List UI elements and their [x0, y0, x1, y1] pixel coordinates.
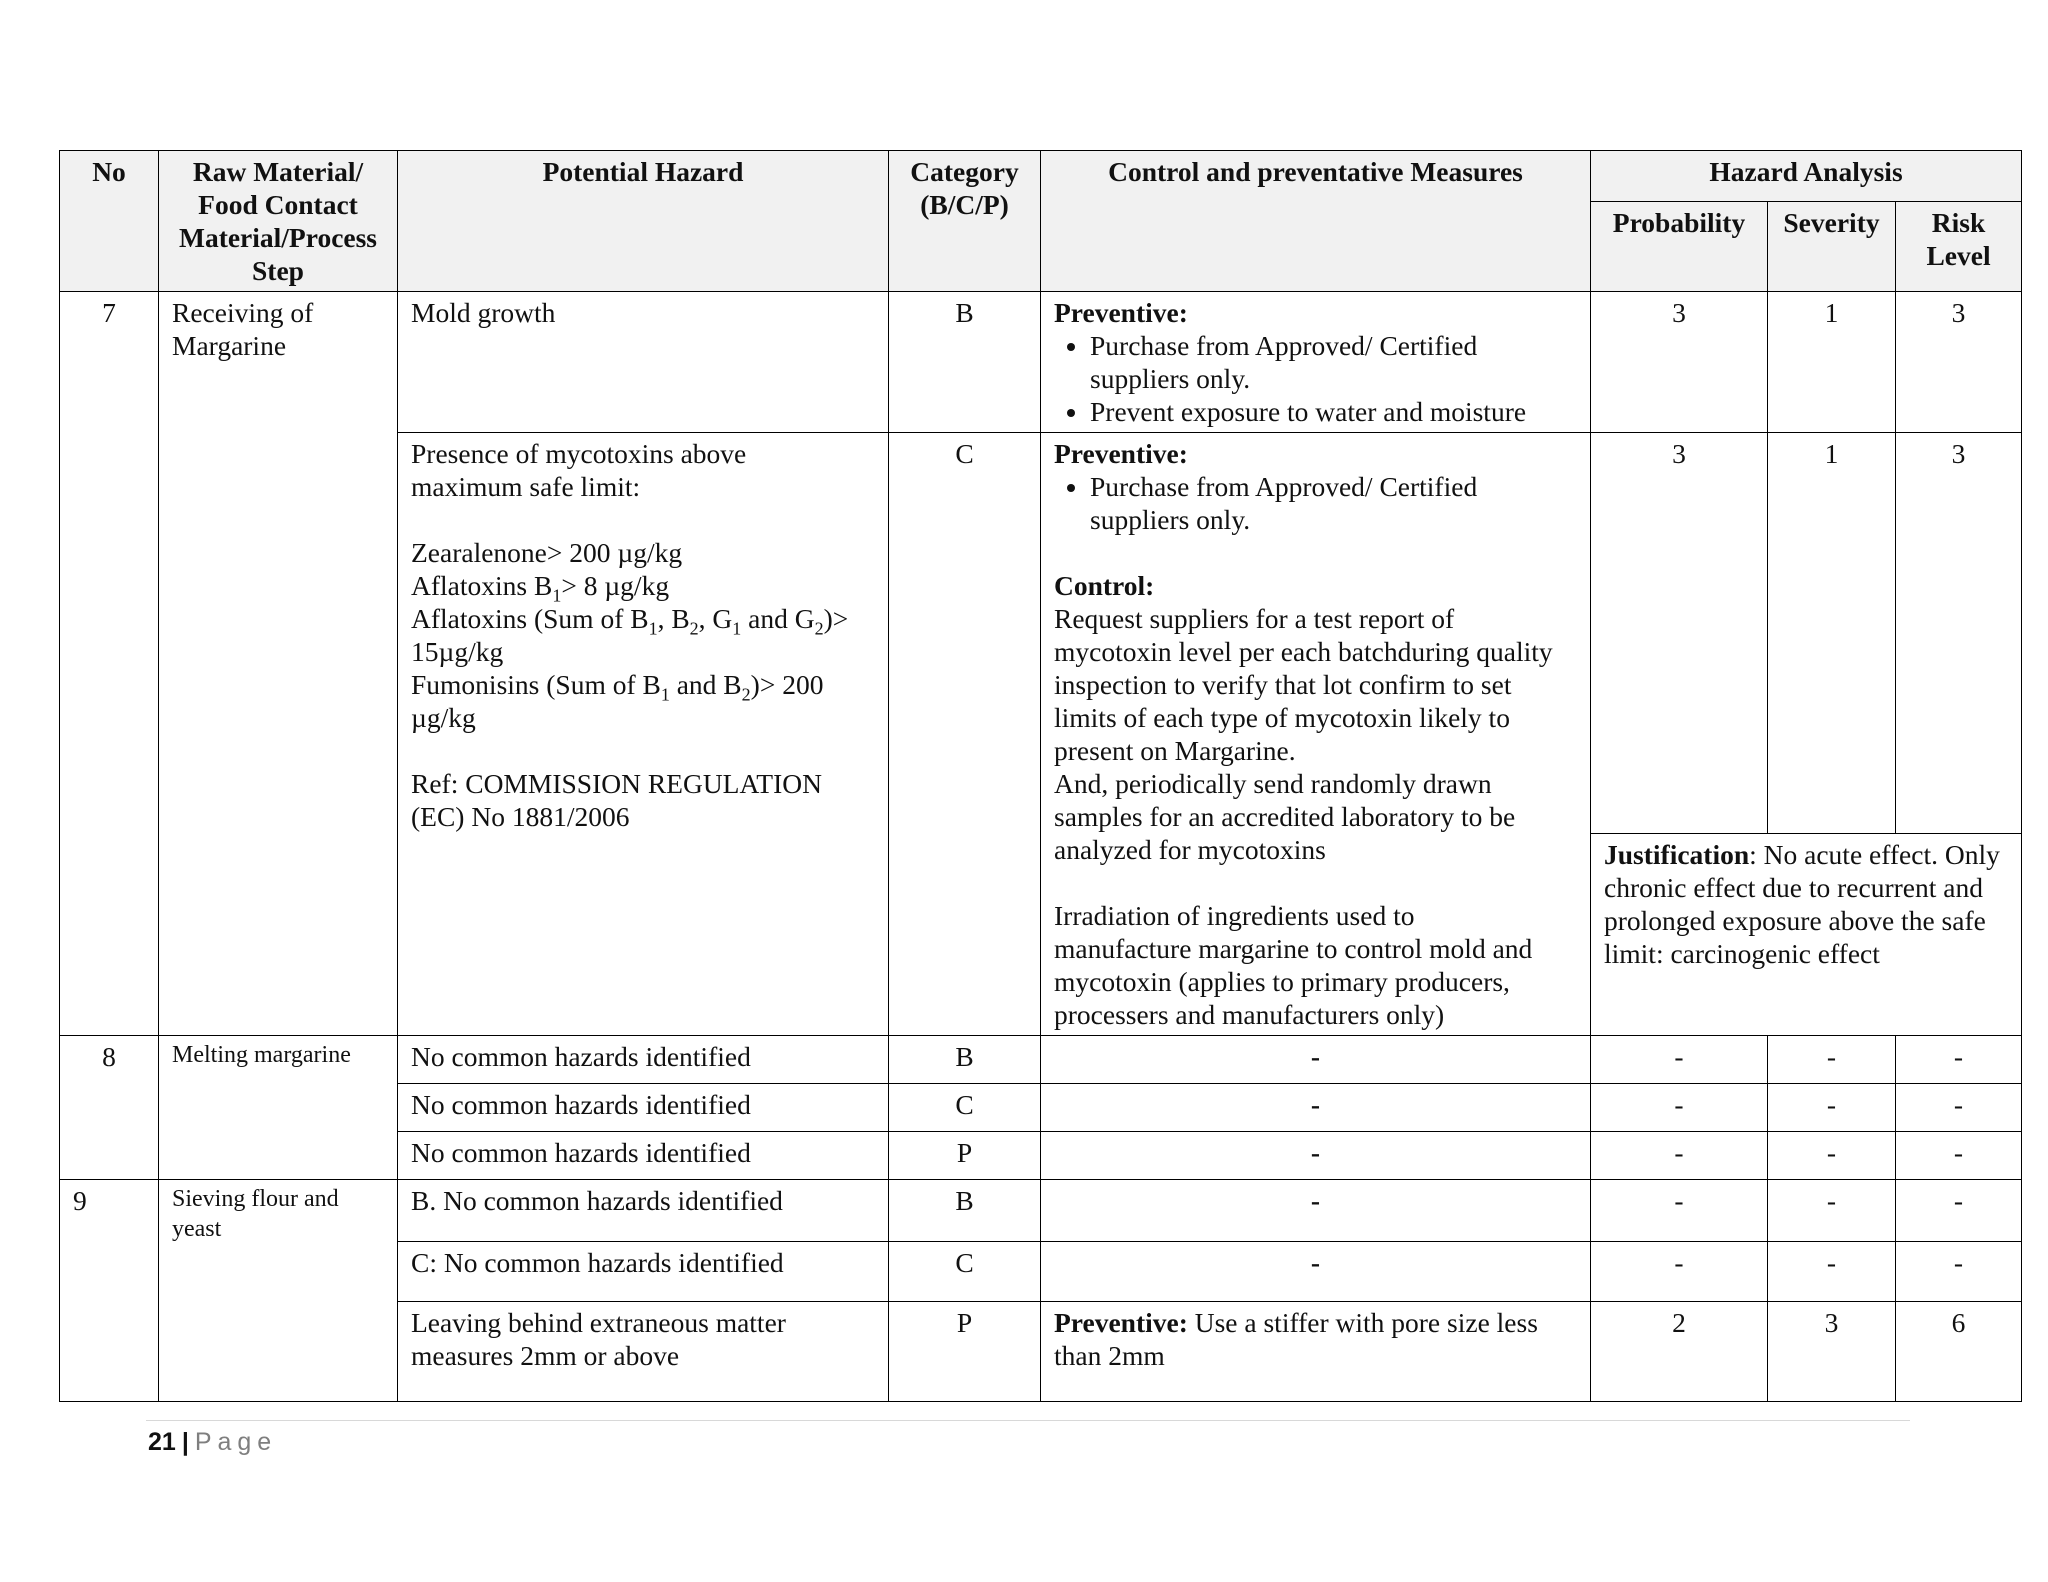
- severity-cell: -: [1768, 1084, 1896, 1132]
- severity-cell: -: [1768, 1132, 1896, 1180]
- list-item: • Purchase from Approved/ Certified suppliers only.: [1090, 470, 1577, 536]
- page-number: 21: [148, 1428, 176, 1456]
- preventive-list: [1054, 329, 1577, 428]
- category-cell: B: [889, 1036, 1041, 1084]
- control-cell: Preventive: Use a stiffer with pore size less than 2mm: [1041, 1302, 1591, 1402]
- risk-cell: 3: [1896, 433, 2022, 834]
- control-cell: -: [1041, 1132, 1591, 1180]
- probability-cell: 3: [1591, 433, 1768, 834]
- hazard-analysis-table: [59, 150, 2022, 1402]
- control-cell: -: [1041, 1036, 1591, 1084]
- preventive-label: Preventive:: [1054, 1307, 1188, 1338]
- probability-cell: -: [1591, 1242, 1768, 1302]
- hazard-cell: Leaving behind extraneous matter measures 2mm or above: [398, 1302, 889, 1402]
- page-label: Page: [194, 1428, 278, 1456]
- header-hazard-analysis: Hazard Analysis: [1591, 151, 2022, 202]
- severity-cell: -: [1768, 1180, 1896, 1242]
- header-probability: Probability: [1591, 201, 1768, 291]
- hazard-cell: Mold growth: [398, 292, 889, 433]
- header-raw-material: Raw Material/ Food Contact Material/Process Step: [159, 151, 398, 292]
- probability-cell: 2: [1591, 1302, 1768, 1402]
- footer-separator: |: [181, 1428, 189, 1456]
- category-cell: B: [889, 1180, 1041, 1242]
- control-cell: [1041, 292, 1591, 433]
- header-potential-hazard: Potential Hazard: [398, 151, 889, 292]
- severity-cell: 3: [1768, 1302, 1896, 1402]
- list-item: • Purchase from Approved/ Certified suppliers only.: [1090, 329, 1577, 395]
- row-number: 8: [60, 1036, 159, 1180]
- risk-cell: -: [1896, 1180, 2022, 1242]
- hazard-cell: No common hazards identified: [398, 1084, 889, 1132]
- header-category: Category (B/C/P): [889, 151, 1041, 292]
- control-cell: -: [1041, 1084, 1591, 1132]
- category-cell: C: [889, 1242, 1041, 1302]
- category-cell: B: [889, 292, 1041, 433]
- preventive-label: Preventive:: [1054, 438, 1188, 469]
- control-cell: Preventive: • Purchase from Approved/ Certified suppliers only. Control: Request suppliers for a test report of mycotoxin level per each batchduring quality inspection to verify that lot confirm to set limits of each type of mycotoxin likely to present on Margarine. And, periodically send randomly drawn samples for an accredited laboratory to be analyzed for mycotoxins Irradiation of ingredients used to manufacture margarine to control mold and mycotoxin (applies to primary producers, processers and manufacturers only): [1041, 433, 1591, 1036]
- risk-cell: -: [1896, 1132, 2022, 1180]
- severity-cell: -: [1768, 1036, 1896, 1084]
- risk-cell: -: [1896, 1242, 2022, 1302]
- probability-cell: -: [1591, 1084, 1768, 1132]
- risk-cell: 3: [1896, 292, 2022, 433]
- control-cell: -: [1041, 1180, 1591, 1242]
- category-cell: P: [889, 1132, 1041, 1180]
- row-material: Receiving of Margarine: [159, 292, 398, 1036]
- header-severity: Severity: [1768, 201, 1896, 291]
- hazard-cell: Presence of mycotoxins above maximum safe limit: Zearalenone> 200 µg/kg Aflatoxins $B_1> 8$ µg/kg Aflatoxins (Sum of $B_1$, $B_2$, $G_1$ and $G_2)>$ 15µg/kg Fumonisins (Sum of $B_1$ and $B_2)> 200$ µg/kg Ref: COMMISSION REGULATION (EC) No 1881/2006: [398, 433, 889, 1036]
- probability-cell: -: [1591, 1180, 1768, 1242]
- footer-divider: [146, 1420, 1910, 1421]
- preventive-list: [1054, 470, 1577, 536]
- control-cell: -: [1041, 1242, 1591, 1302]
- risk-cell: -: [1896, 1084, 2022, 1132]
- table-row: [60, 1180, 2022, 1242]
- table-row: [60, 1036, 2022, 1084]
- hazard-cell: B. No common hazards identified: [398, 1180, 889, 1242]
- justification-cell: Justification: No acute effect. Only chronic effect due to recurrent and prolonged exposure above the safe limit: carcinogenic effect: [1591, 833, 2022, 1035]
- probability-cell: 3: [1591, 292, 1768, 433]
- row-material: Melting margarine: [159, 1036, 398, 1180]
- severity-cell: -: [1768, 1242, 1896, 1302]
- header-row: [60, 151, 2022, 202]
- category-cell: P: [889, 1302, 1041, 1402]
- header-control-measures: Control and preventative Measures: [1041, 151, 1591, 292]
- risk-cell: -: [1896, 1036, 2022, 1084]
- header-no: No: [60, 151, 159, 292]
- row-number: 9: [60, 1180, 159, 1402]
- header-risk-level: Risk Level: [1896, 201, 2022, 291]
- probability-cell: -: [1591, 1036, 1768, 1084]
- category-cell: C: [889, 433, 1041, 1036]
- severity-cell: 1: [1768, 433, 1896, 834]
- risk-cell: 6: [1896, 1302, 2022, 1402]
- row-material: Sieving flour and yeast: [159, 1180, 398, 1402]
- list-item: • Prevent exposure to water and moisture: [1090, 395, 1577, 428]
- severity-cell: 1: [1768, 292, 1896, 433]
- justification-label: Justification: [1604, 838, 1750, 870]
- hazard-cell: No common hazards identified: [398, 1036, 889, 1084]
- preventive-label: Preventive:: [1054, 297, 1188, 328]
- page-footer: [148, 1428, 277, 1457]
- hazard-cell: C: No common hazards identified: [398, 1242, 889, 1302]
- control-label: Control:: [1054, 570, 1155, 601]
- probability-cell: -: [1591, 1132, 1768, 1180]
- hazard-cell: No common hazards identified: [398, 1132, 889, 1180]
- table-row: [60, 292, 2022, 433]
- row-number: 7: [60, 292, 159, 1036]
- category-cell: C: [889, 1084, 1041, 1132]
